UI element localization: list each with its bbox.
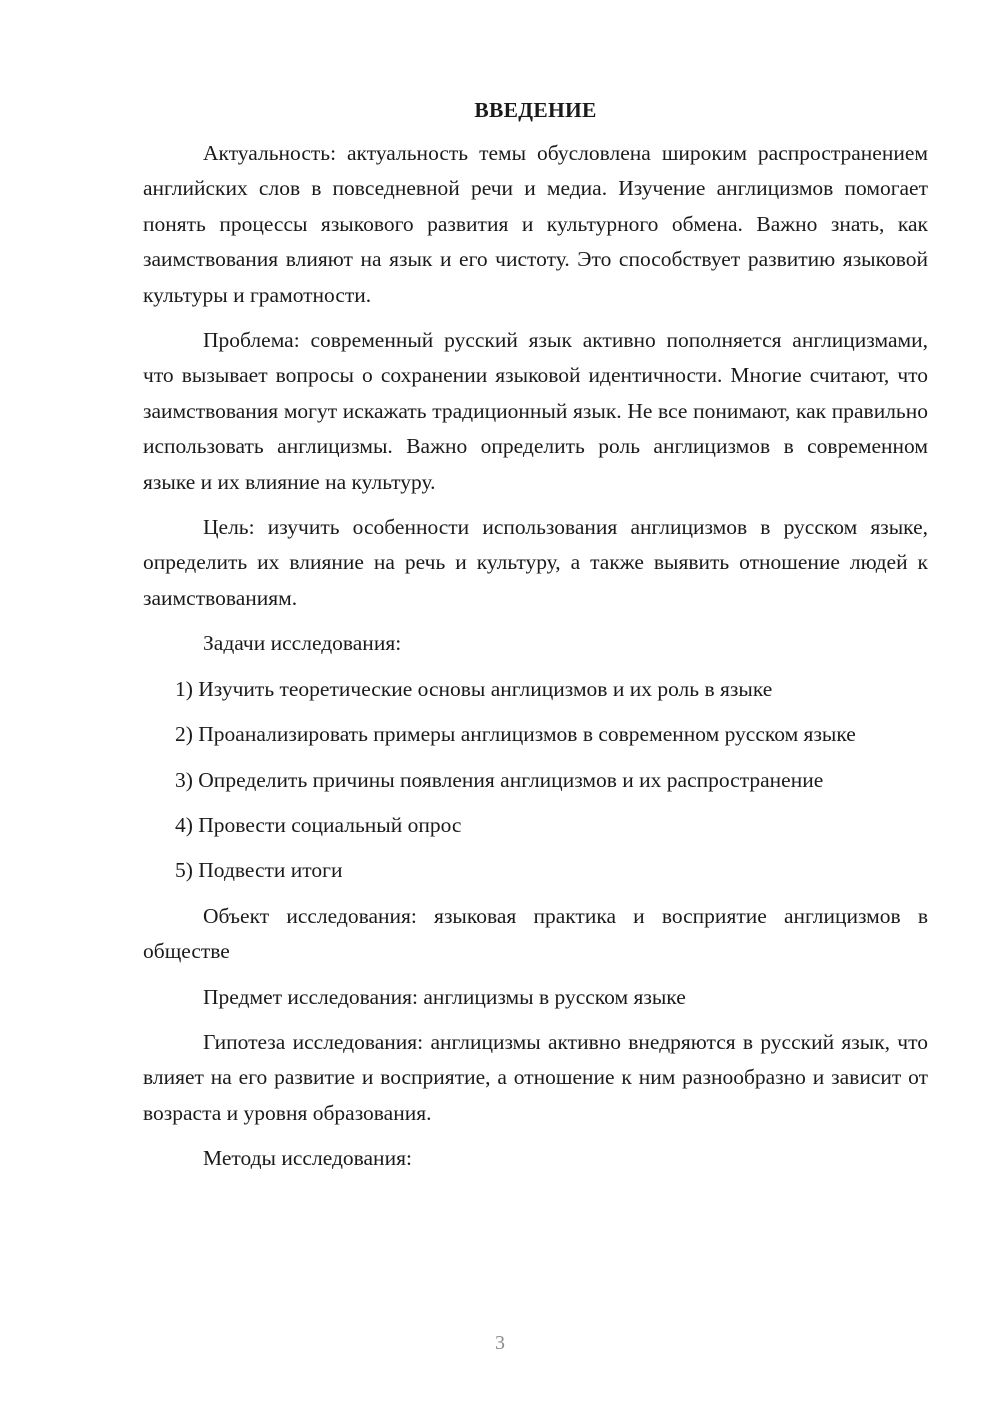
task-item-2: 2) Проанализировать примеры англицизмов в современном русском языке	[175, 722, 856, 747]
problem-paragraph: Проблема: современный русский язык активно пополняется англицизмами, что вызывает вопросы о сохранении языковой идентичности. Многие считают, что заимствования могут искажать традиционный язык. Не все понимают, как правильно использовать англицизмы. Важно определить роль англицизмов в современном языке и их влияние на культуру.	[143, 328, 928, 494]
task-item-5: 5) Подвести итоги	[175, 858, 343, 883]
task-item-3: 3) Определить причины появления англицизмов и их распространение	[175, 767, 824, 792]
goal-paragraph: Цель: изучить особенности использования англицизмов в русском языке, определить их влияние на речь и культуру, а также выявить отношение людей к заимствованиям.	[143, 515, 928, 610]
task-item-4: 4) Провести социальный опрос	[175, 812, 462, 837]
relevance-paragraph: Актуальность: актуальность темы обусловлена широким распространением английских слов в повседневной речи и медиа. Изучение англицизмов помогает понять процессы языкового развития и культурного обмена. Важно знать, как заимствования влияют на язык и его чистоту. Это способствует развитию языковой культуры и грамотности.	[143, 141, 928, 307]
document-page	[143, 92, 928, 1177]
subject-paragraph: Предмет исследования: англицизмы в русском языке	[203, 984, 686, 1009]
object-paragraph: Объект исследования: языковая практика и восприятие англицизмов в обществе	[143, 903, 928, 964]
tasks-heading: Задачи исследования:	[203, 631, 402, 656]
page-number: 3	[495, 1332, 505, 1354]
hypothesis-paragraph: Гипотеза исследования: англицизмы активно внедряются в русский язык, что влияет на его развитие и восприятие, а отношение к ним разнообразно и зависит от возраста и уровня образования.	[143, 1029, 928, 1125]
task-item-1: 1) Изучить теоретические основы англицизмов и их роль в языке	[175, 676, 773, 701]
methods-heading: Методы исследования:	[203, 1146, 412, 1171]
section-title: ВВЕДЕНИЕ	[474, 98, 597, 122]
